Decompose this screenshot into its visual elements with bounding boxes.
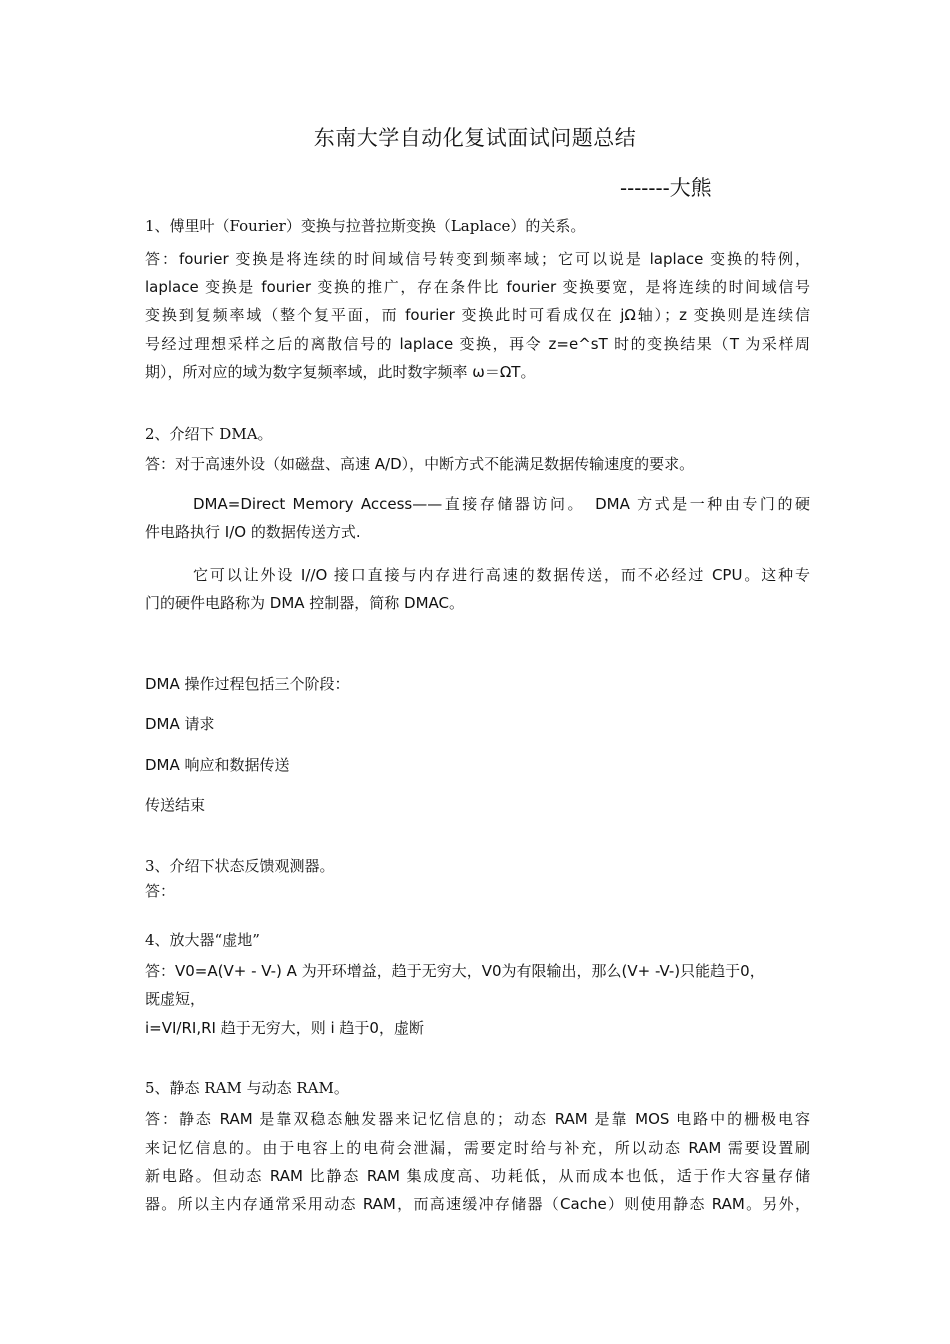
dma-stage-3: 传送结束 (145, 796, 206, 814)
answer-5-line-3: 新电路。但动态 RAM 比静态 RAM 集成度高、功耗低，从而成本也低，适于作大容量存储 (145, 1167, 810, 1185)
question-4: 4、放大器“虚地” (145, 931, 260, 949)
answer-1-line-5: 期），所对应的域为数字复频率域，此时数字频率 ω＝ΩT。 (145, 363, 536, 381)
answer-4-line-1: 答：V0=A(V+ - V-) A 为开环增益，趋于无穷大，V0为有限输出，那么(V+ -V-)只能趋于0， (145, 962, 765, 980)
author-signature: -------大熊 (620, 176, 712, 200)
question-3: 3、介绍下状态反馈观测器。 (145, 857, 335, 875)
dma-stage-2: DMA 响应和数据传送 (145, 756, 290, 774)
dma-stage-1: DMA 请求 (145, 715, 215, 733)
question-5: 5、静态 RAM 与动态 RAM。 (145, 1079, 349, 1097)
answer-5-line-2: 来记忆信息的。由于电容上的电荷会泄漏，需要定时给与补充，所以动态 RAM 需要设置刷 (145, 1139, 810, 1157)
answer-3: 答： (145, 882, 176, 900)
answer-4-line-2: 既虚短， (145, 990, 206, 1008)
question-1: 1、傅里叶（Fourier）变换与拉普拉斯变换（Laplace）的关系。 (145, 217, 586, 235)
answer-4-line-3: i=VI/RI,RI 趋于无穷大，则 i 趋于0，虚断 (145, 1019, 424, 1037)
answer-5-line-1: 答：静态 RAM 是靠双稳态触发器来记忆信息的；动态 RAM 是靠 MOS 电路中的栅极电容 (145, 1110, 810, 1128)
page-title: 东南大学自动化复试面试问题总结 (313, 126, 637, 150)
question-2: 2、介绍下 DMA。 (145, 425, 273, 443)
answer-2-para-2-line-2: 门的硬件电路称为 DMA 控制器，简称 DMAC。 (145, 594, 465, 612)
dma-stages-intro: DMA 操作过程包括三个阶段： (145, 675, 350, 693)
answer-1-line-3: 变换到复频率域（整个复平面，而 fourier 变换此时可看成仅在 jΩ轴）；z 变换则是连续信 (145, 306, 810, 324)
answer-2-para-1-line-2: 件电路执行 I/O 的数据传送方式. (145, 523, 361, 541)
answer-2-para-2-line-1: 它可以让外设 I//O 接口直接与内存进行高速的数据传送，而不必经过 CPU。这种专 (193, 566, 810, 584)
answer-2-para-1-line-1: DMA=Direct Memory Access——直接存储器访问。 DMA 方式是一种由专门的硬 (193, 495, 810, 513)
answer-1-line-1: 答：fourier 变换是将连续的时间域信号转变到频率域；它可以说是 laplace 变换的特例， (145, 250, 810, 268)
answer-5-line-4: 器。所以主内存通常采用动态 RAM，而高速缓冲存储器（Cache）则使用静态 RAM。另外， (145, 1195, 810, 1213)
answer-1-line-4: 号经过理想采样之后的离散信号的 laplace 变换，再令 z=e^sT 时的变换结果（T 为采样周 (145, 335, 810, 353)
answer-1-line-2: laplace 变换是 fourier 变换的推广，存在条件比 fourier 变换要宽，是将连续的时间域信号 (145, 278, 810, 296)
answer-2-line: 答：对于高速外设（如磁盘、高速 A/D），中断方式不能满足数据传输速度的要求。 (145, 455, 695, 473)
